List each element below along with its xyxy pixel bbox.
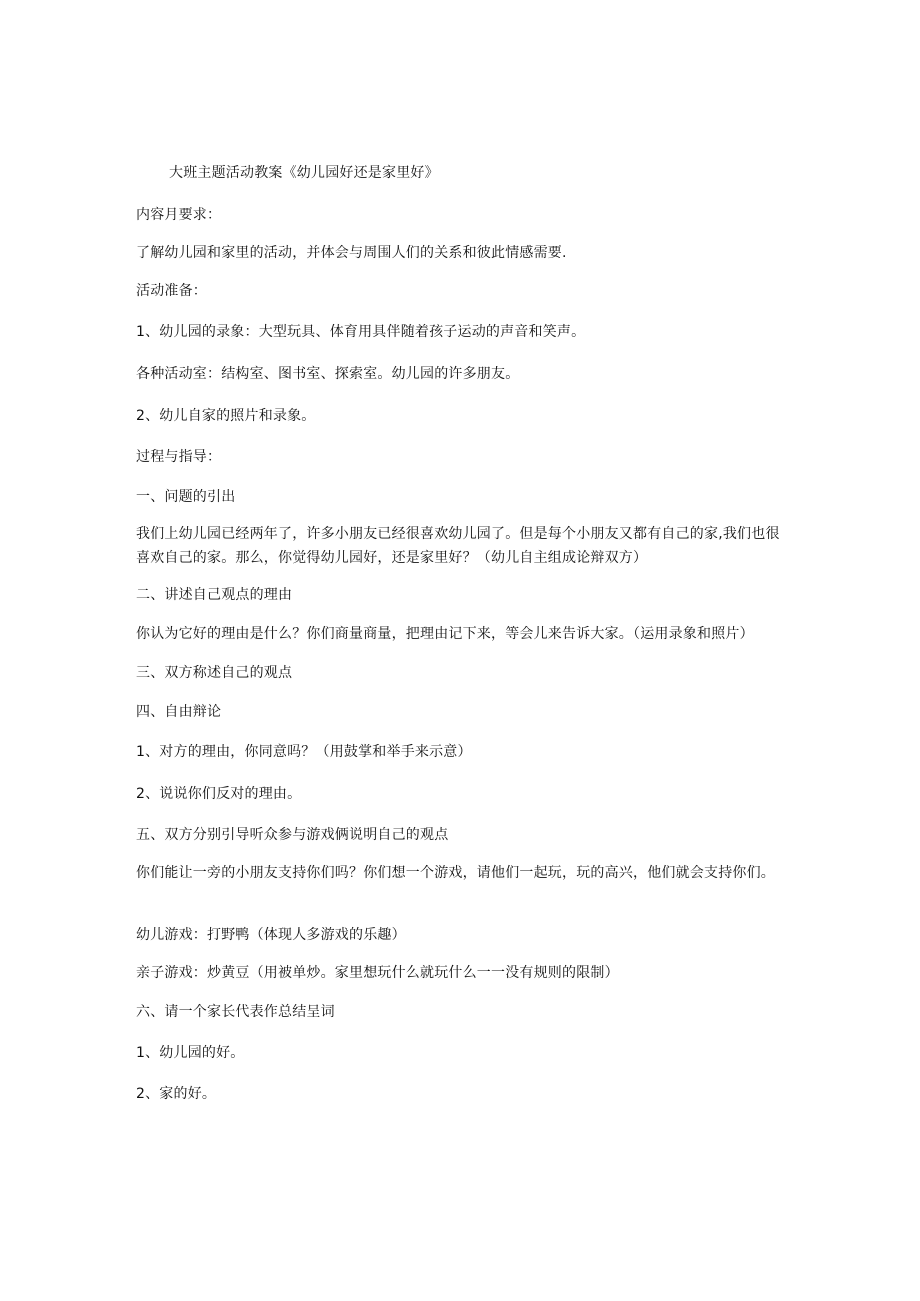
step-4-item-1: 1、对方的理由，你同意吗？（用鼓掌和举手来示意）	[136, 744, 472, 760]
process-heading: 过程与指导：	[136, 449, 222, 465]
step-5-heading: 五、双方分别引导听众参与游戏俩说明自己的观点	[136, 827, 449, 843]
step-6-item-1: 1、幼儿园的好。	[136, 1045, 245, 1061]
step-1-text: 我们上幼儿园已经两年了，许多小朋友已经很喜欢幼儿园了。但是每个小朋友又都有自己的家,我们也很喜欢自己的家。那么，你觉得幼儿园好，还是家里好？（幼儿自主组成论辩双方）	[136, 526, 780, 566]
preparation-heading: 活动准备：	[136, 283, 207, 299]
requirements-heading: 内容月要求：	[136, 207, 222, 223]
step-4-item-2: 2、说说你们反对的理由。	[136, 786, 302, 802]
preparation-item-1: 1、幼儿园的录象：大型玩具、体育用具伴随着孩子运动的声音和笑声。	[136, 324, 586, 340]
step-6-heading: 六、请一个家长代表作总结呈词	[136, 1004, 335, 1020]
step-3-heading: 三、双方称述自己的观点	[136, 665, 293, 681]
step-5-text: 你们能让一旁的小朋友支持你们吗？你们想一个游戏，请他们一起玩，玩的高兴，他们就会支持你们。	[136, 865, 775, 881]
preparation-rooms: 各种活动室：结构室、图书室、探索室。幼儿园的许多朋友。	[136, 366, 520, 382]
step-2-text: 你认为它好的理由是什么？你们商量商量，把理由记下来，等会儿来告诉大家。（运用录象和照片）	[136, 626, 754, 642]
step-1-heading: 一、问题的引出	[136, 489, 236, 505]
step-2-heading: 二、讲述自己观点的理由	[136, 587, 293, 603]
document-title: 大班主题活动教案《幼儿园好还是家里好》	[169, 165, 439, 181]
game-children: 幼儿游戏：打野鸭（体现人多游戏的乐趣）	[136, 927, 406, 943]
preparation-item-2: 2、幼儿自家的照片和录象。	[136, 408, 316, 424]
step-6-item-2: 2、家的好。	[136, 1086, 217, 1102]
step-4-heading: 四、自由辩论	[136, 704, 222, 720]
game-parent-child: 亲子游戏：炒黄豆（用被单炒。家里想玩什么就玩什么一一没有规则的限制）	[136, 965, 619, 981]
requirements-text: 了解幼儿园和家里的活动，并体会与周围人们的关系和彼此情感需要.	[136, 245, 567, 261]
